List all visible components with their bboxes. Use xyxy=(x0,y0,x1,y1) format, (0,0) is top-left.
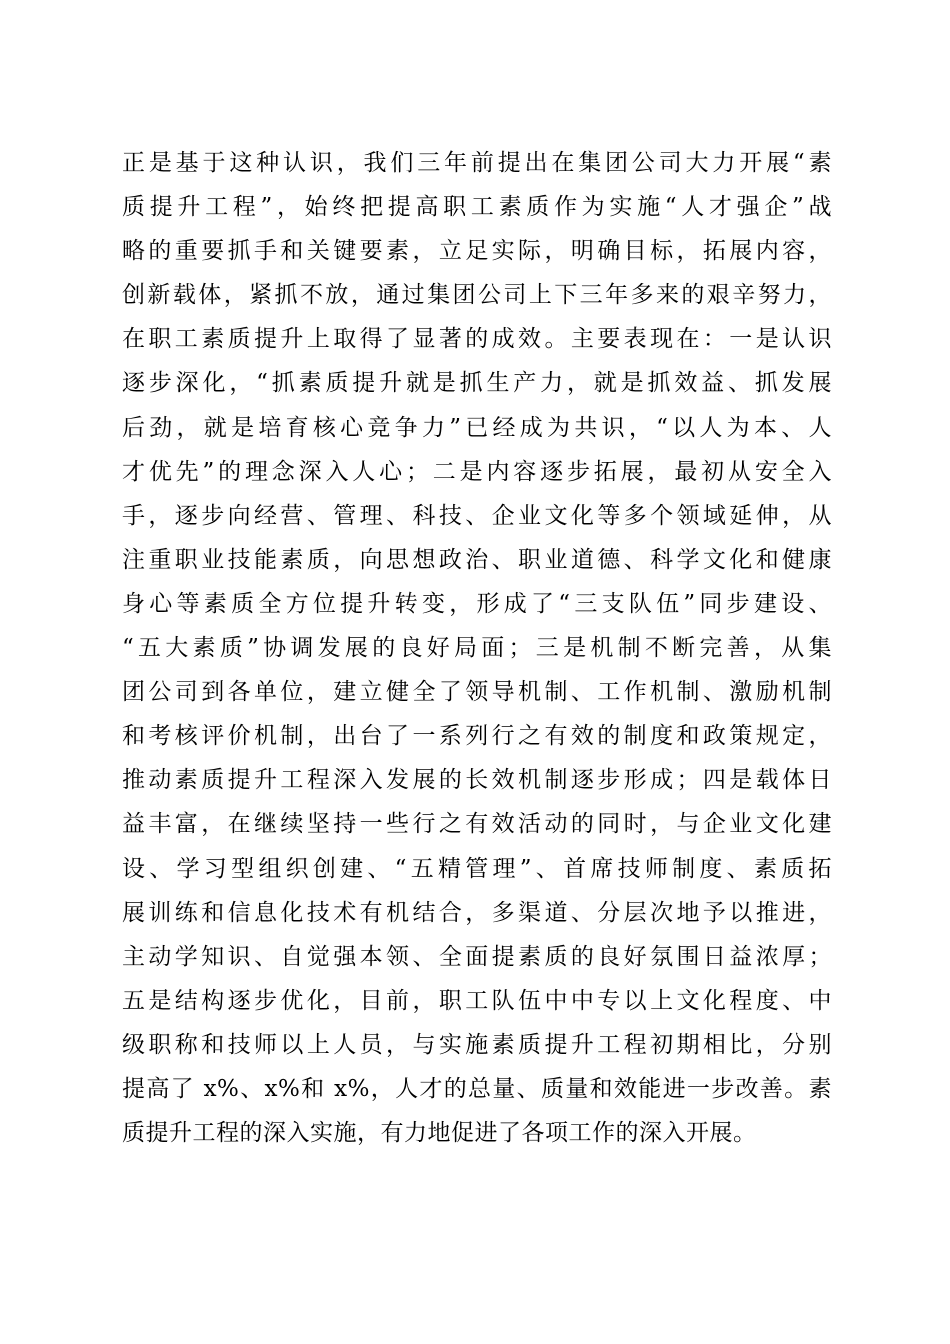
paragraph-line: 级职称和技师以上人员，与实施素质提升工程初期相比，分别 xyxy=(122,1031,832,1058)
paragraph-line: 创新载体，紧抓不放，通过集团公司上下三年多来的艰辛努力， xyxy=(122,282,832,309)
paragraph-line: 才优先”的理念深入人心；二是内容逐步拓展，最初从安全入 xyxy=(122,458,832,485)
paragraph-line: 和考核评价机制，出台了一系列行之有效的制度和政策规定， xyxy=(122,723,832,750)
paragraph-line: 益丰富，在继续坚持一些行之有效活动的同时，与企业文化建 xyxy=(122,811,832,838)
paragraph-line: 手，逐步向经营、管理、科技、企业文化等多个领域延伸，从 xyxy=(122,502,832,529)
paragraph-line: 设、学习型组织创建、“五精管理”、首席技师制度、素质拓 xyxy=(122,855,832,882)
paragraph-line: 提高了 x%、x%和 x%，人才的总量、质量和效能进一步改善。素 xyxy=(122,1075,832,1102)
paragraph-line: “五大素质”协调发展的良好局面；三是机制不断完善，从集 xyxy=(122,635,832,662)
paragraph-line: 在职工素质提升上取得了显著的成效。主要表现在：一是认识 xyxy=(122,326,832,353)
body-paragraph xyxy=(122,141,832,1155)
paragraph-line: 略的重要抓手和关键要素，立足实际，明确目标，拓展内容， xyxy=(122,238,832,265)
paragraph-line: 身心等素质全方位提升转变，形成了“三支队伍”同步建设、 xyxy=(122,590,832,617)
paragraph-line: 后劲，就是培育核心竞争力”已经成为共识，“以人为本、人 xyxy=(122,414,832,441)
paragraph-line: 逐步深化，“抓素质提升就是抓生产力，就是抓效益、抓发展 xyxy=(122,370,832,397)
paragraph-line: 推动素质提升工程深入发展的长效机制逐步形成；四是载体日 xyxy=(122,767,832,794)
paragraph-line: 五是结构逐步优化，目前，职工队伍中中专以上文化程度、中 xyxy=(122,987,832,1014)
paragraph-line: 团公司到各单位，建立健全了领导机制、工作机制、激励机制 xyxy=(122,679,832,706)
paragraph-line: 注重职业技能素质，向思想政治、职业道德、科学文化和健康 xyxy=(122,546,832,573)
paragraph-line: 正是基于这种认识，我们三年前提出在集团公司大力开展“素 xyxy=(122,150,832,176)
paragraph-line: 质提升工程的深入实施，有力地促进了各项工作的深入开展。 xyxy=(122,1120,757,1147)
paragraph-line: 质提升工程”，始终把提高职工素质作为实施“人才强企”战 xyxy=(122,194,832,221)
paragraph-line: 展训练和信息化技术有机结合，多渠道、分层次地予以推进， xyxy=(122,899,832,926)
paragraph-line: 主动学知识、自觉强本领、全面提素质的良好氛围日益浓厚； xyxy=(122,943,832,970)
